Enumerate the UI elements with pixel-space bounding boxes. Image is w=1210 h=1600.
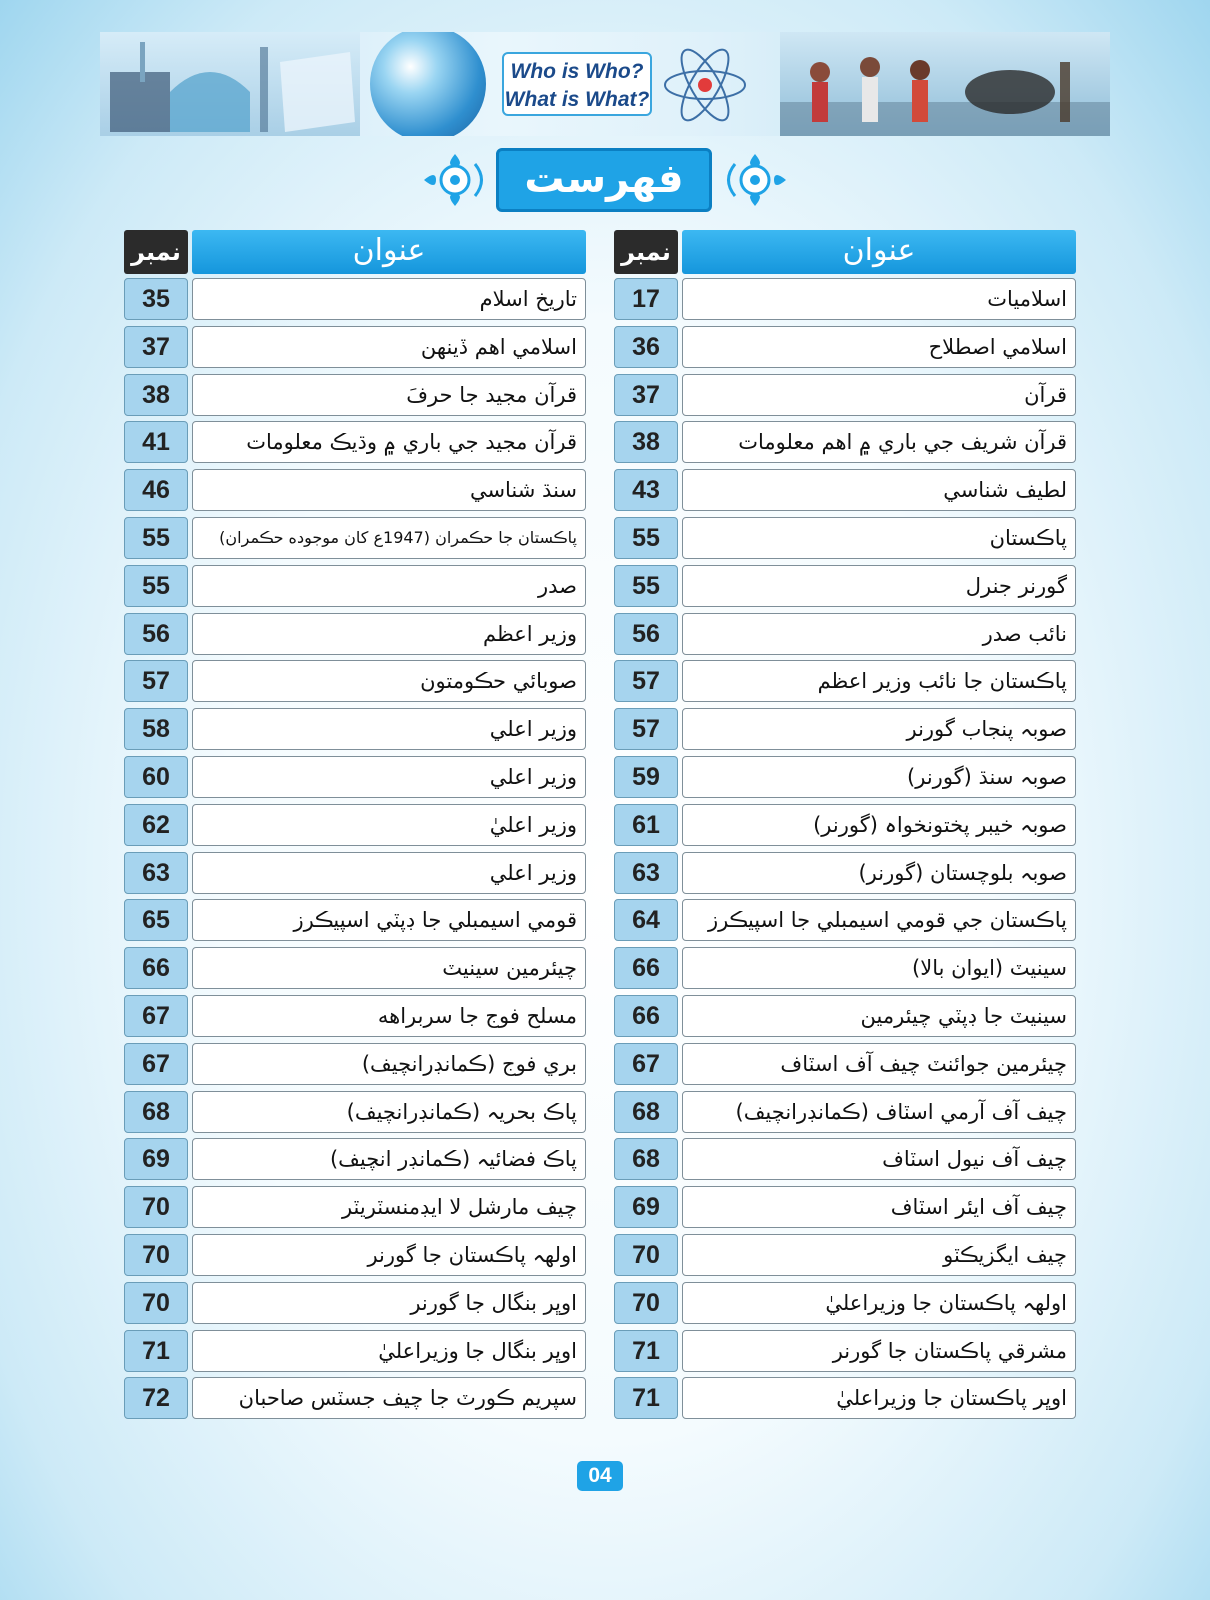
toc-page-number: 59 [614,756,678,798]
number-header: نمبر [124,230,188,274]
badge-line-2: What is What? [504,88,650,111]
toc-entry-title: پاڪ فضائيہ (ڪمانڊر انچيف) [192,1138,586,1180]
islamic-landmarks-image [100,32,360,136]
toc-page-number: 69 [614,1186,678,1228]
toc-entry-title: چيف آف نيول اسٽاف [682,1138,1076,1180]
toc-row[interactable] [614,1377,1076,1419]
toc-entry-title: قرآن [682,374,1076,416]
badge-line-1: Who is Who? [510,60,644,83]
toc-row[interactable] [124,1138,586,1180]
toc-page-number: 68 [614,1091,678,1133]
toc-row[interactable] [614,1043,1076,1085]
toc-row[interactable] [124,517,586,559]
toc-page-number: 55 [614,517,678,559]
toc-entry-title: قومي اسيمبلي جا ڊپٽي اسپيڪرز [192,899,586,941]
toc-entry-title: سپريم ڪورٽ جا چيف جسٽس صاحبان [192,1377,586,1419]
toc-entry-title: سينيٽ جا ڊپٽي چيئرمين [682,995,1076,1037]
toc-page-number: 70 [614,1234,678,1276]
toc-entry-title: اوڀر بنگال جا وزيراعليٰ [192,1330,586,1372]
toc-page-number: 38 [614,421,678,463]
toc-entry-title: اوڀر پاڪستان جا وزيراعليٰ [682,1377,1076,1419]
toc-row[interactable] [614,804,1076,846]
toc-row[interactable] [614,1091,1076,1133]
toc-entry-title: مشرقي پاڪستان جا گورنر [682,1330,1076,1372]
toc-entry-title: پاڪستان جي قومي اسيمبلي جا اسپيڪرز [682,899,1076,941]
toc-page-number: 70 [124,1186,188,1228]
toc-row[interactable] [614,899,1076,941]
toc-row[interactable] [124,469,586,511]
toc-row[interactable] [614,374,1076,416]
floral-ornament-icon [420,150,490,210]
toc-page-number: 56 [614,613,678,655]
toc-page-number: 70 [124,1234,188,1276]
toc-page-number: 64 [614,899,678,941]
toc-entry-title: صوبہ بلوچستان (گورنر) [682,852,1076,894]
toc-entry-title: وزير اعظم [192,613,586,655]
toc-row[interactable] [614,1282,1076,1324]
toc-row[interactable] [614,660,1076,702]
toc-row[interactable] [614,613,1076,655]
toc-row[interactable] [614,708,1076,750]
toc-entry-title: قرآن مجيد جي باري ۾ وڌيڪ معلومات [192,421,586,463]
page-number: 04 [577,1461,623,1491]
toc-page-number: 68 [124,1091,188,1133]
toc-row[interactable] [124,374,586,416]
toc-entry-title: چيئرمين جوائنٽ چيف آف اسٽاف [682,1043,1076,1085]
toc-page-number: 63 [124,852,188,894]
toc-entry-title: پاڪ بحريہ (ڪمانڊرانچيف) [192,1091,586,1133]
toc-row[interactable] [124,899,586,941]
toc-entry-title: سنڌ شناسي [192,469,586,511]
toc-row[interactable] [124,708,586,750]
toc-row[interactable] [614,1186,1076,1228]
toc-page-number: 55 [124,565,188,607]
toc-row[interactable] [124,565,586,607]
toc-entry-title: اولهہ پاڪستان جا گورنر [192,1234,586,1276]
toc-row[interactable] [124,852,586,894]
title-header: عنوان [192,230,586,274]
toc-row[interactable] [124,1282,586,1324]
toc-page-number: 68 [614,1138,678,1180]
toc-entry-title: سينيٽ (ايوان بالا) [682,947,1076,989]
toc-page-number: 71 [124,1330,188,1372]
toc-page-number: 58 [124,708,188,750]
toc-entry-title: پاڪستان جا حڪمران (1947ع کان موجوده حڪمران) [192,517,586,559]
toc-page-number: 43 [614,469,678,511]
toc-row[interactable] [614,995,1076,1037]
toc-page-number: 60 [124,756,188,798]
toc-page-number: 66 [614,995,678,1037]
toc-page-number: 38 [124,374,188,416]
toc-row[interactable] [124,1091,586,1133]
toc-page-number: 71 [614,1330,678,1372]
toc-entry-title: صوبہ پنجاب گورنر [682,708,1076,750]
page-title: فهرست [496,148,712,212]
toc-page-number: 63 [614,852,678,894]
toc-entry-title: چيف آف آرمي اسٽاف (ڪمانڊرانچيف) [682,1091,1076,1133]
toc-row[interactable] [124,660,586,702]
toc-page-number: 70 [124,1282,188,1324]
title-header: عنوان [682,230,1076,274]
who-is-who-badge [502,52,652,116]
toc-entry-title: صوبائي حڪومتون [192,660,586,702]
toc-page-number: 56 [124,613,188,655]
toc-page-number: 72 [124,1377,188,1419]
toc-row[interactable] [124,278,586,320]
toc-page-number: 17 [614,278,678,320]
toc-page-number: 57 [614,708,678,750]
toc-entry-title: گورنر جنرل [682,565,1076,607]
toc-row[interactable] [124,756,586,798]
toc-page-number: 67 [614,1043,678,1085]
toc-entry-title: اولهہ پاڪستان جا وزيراعليٰ [682,1282,1076,1324]
toc-entry-title: تاريخ اسلام [192,278,586,320]
header-banner [100,32,1110,136]
toc-entry-title: اسلامي اهم ڏينهن [192,326,586,368]
toc-page-number: 36 [614,326,678,368]
toc-row[interactable] [614,517,1076,559]
toc-row[interactable] [614,756,1076,798]
toc-page-number: 66 [614,947,678,989]
toc-entry-title: مسلح فوج جا سربراهه [192,995,586,1037]
sports-agriculture-image [780,32,1110,136]
toc-entry-title: اوڀر بنگال جا گورنر [192,1282,586,1324]
toc-page-number: 66 [124,947,188,989]
toc-entry-title: وزير اعلي [192,708,586,750]
toc-entry-title: وزير اعلي [192,756,586,798]
toc-entry-title: چيف آف ايئر اسٽاف [682,1186,1076,1228]
atom-icon [660,40,750,130]
toc-row[interactable] [614,947,1076,989]
toc-row[interactable] [614,1234,1076,1276]
toc-entry-title: بري فوج (ڪمانڊرانچيف) [192,1043,586,1085]
toc-row[interactable] [124,995,586,1037]
toc-page-number: 69 [124,1138,188,1180]
toc-row[interactable] [124,613,586,655]
floral-ornament-icon [720,150,790,210]
contents-heading [420,148,790,212]
toc-row[interactable] [614,1330,1076,1372]
toc-row[interactable] [614,421,1076,463]
toc-entry-title: وزير اعلي [192,852,586,894]
toc-page-number: 55 [614,565,678,607]
toc-page-number: 67 [124,995,188,1037]
toc-page-number: 61 [614,804,678,846]
toc-row[interactable] [614,326,1076,368]
toc-entry-title: چيف مارشل لا ايڊمنسٽريٽر [192,1186,586,1228]
toc-entry-title: پاڪستان جا نائب وزير اعظم [682,660,1076,702]
globe-icon [370,32,486,136]
toc-row[interactable] [614,469,1076,511]
toc-page-number: 46 [124,469,188,511]
toc-entry-title: صوبہ خيبر پختونخواہ (گورنر) [682,804,1076,846]
toc-entry-title: چيئرمين سينيٽ [192,947,586,989]
number-header: نمبر [614,230,678,274]
toc-row[interactable] [124,1186,586,1228]
toc-page-number: 65 [124,899,188,941]
toc-page-number: 71 [614,1377,678,1419]
toc-page-number: 57 [124,660,188,702]
toc-page-number: 41 [124,421,188,463]
toc-page-number: 35 [124,278,188,320]
toc-row[interactable] [614,278,1076,320]
toc-page-number: 37 [614,374,678,416]
toc-entry-title: قرآن مجيد جا حرفَ [192,374,586,416]
toc-row[interactable] [124,1234,586,1276]
toc-entry-title: صدر [192,565,586,607]
toc-row[interactable] [124,1330,586,1372]
toc-page-number: 55 [124,517,188,559]
toc-row[interactable] [124,947,586,989]
toc-row[interactable] [124,1043,586,1085]
toc-entry-title: لطيف شناسي [682,469,1076,511]
toc-entry-title: چيف ايگزيڪٽو [682,1234,1076,1276]
toc-page-number: 37 [124,326,188,368]
toc-row[interactable] [124,804,586,846]
toc-row[interactable] [124,326,586,368]
toc-entry-title: صوبہ سنڌ (گورنر) [682,756,1076,798]
toc-entry-title: نائب صدر [682,613,1076,655]
toc-row[interactable] [124,421,586,463]
toc-row[interactable] [614,565,1076,607]
toc-page-number: 67 [124,1043,188,1085]
toc-row[interactable] [614,852,1076,894]
toc-entry-title: اسلاميات [682,278,1076,320]
toc-page-number: 62 [124,804,188,846]
toc-page-number: 70 [614,1282,678,1324]
toc-row[interactable] [614,1138,1076,1180]
toc-page-number: 57 [614,660,678,702]
toc-entry-title: اسلامي اصطلاح [682,326,1076,368]
toc-entry-title: پاڪستان [682,517,1076,559]
toc-entry-title: قرآن شريف جي باري ۾ اهم معلومات [682,421,1076,463]
toc-row[interactable] [124,1377,586,1419]
toc-entry-title: وزير اعليٰ [192,804,586,846]
